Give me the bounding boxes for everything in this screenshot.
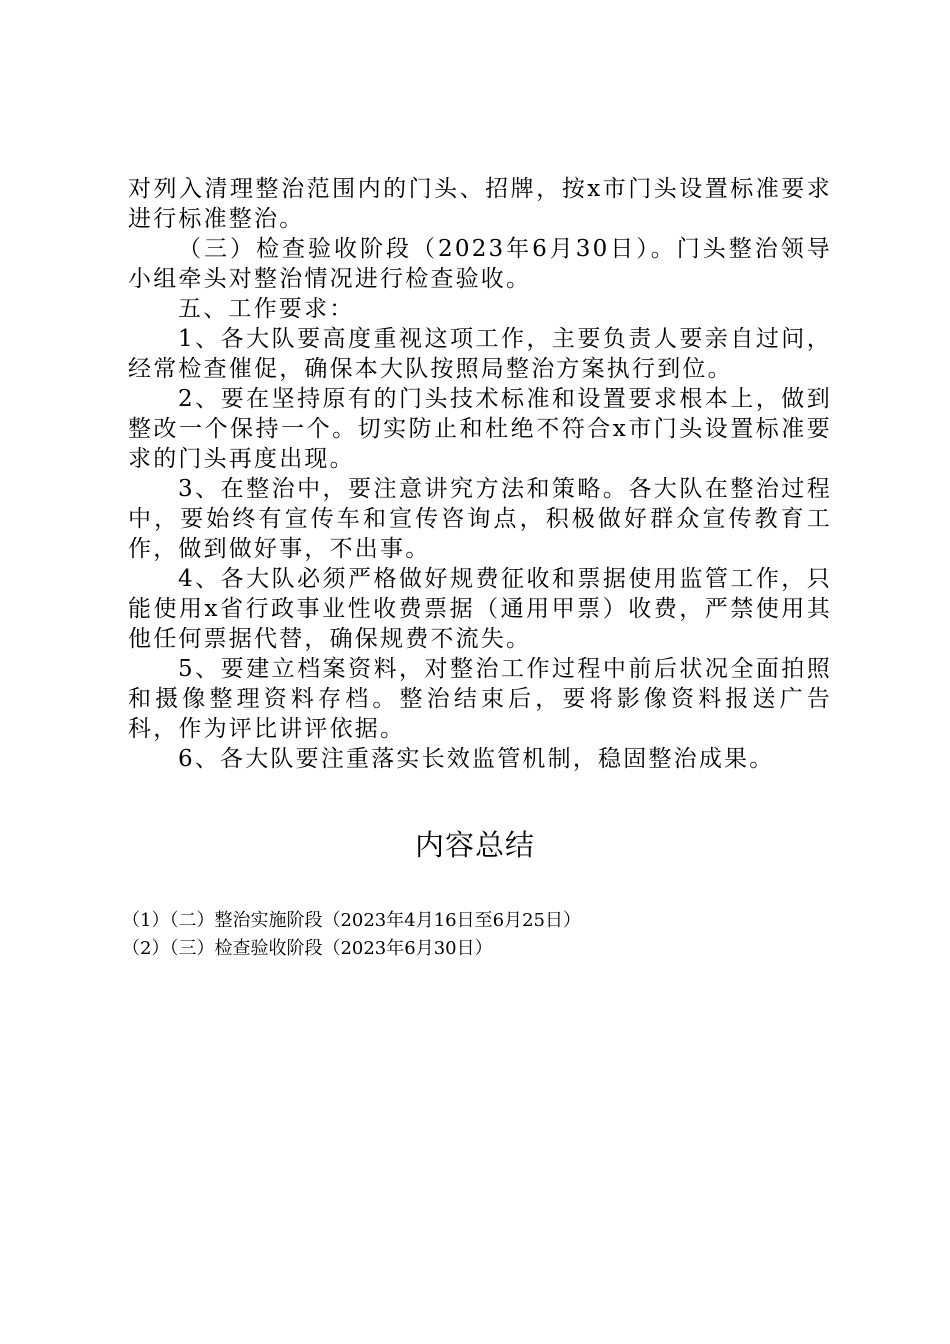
requirement-item-4: 4、各大队必须严格做好规费征收和票据使用监管工作，只能使用x省行政事业性收费票据（通用甲票）收费，严禁使用其他任何票据代替，确保规费不流失。 <box>128 566 832 652</box>
summary-title: 内容总结 <box>414 828 535 862</box>
requirement-item-5: 5、要建立档案资料，对整治工作过程中前后状况全面拍照和摄像整理资料存档。整治结束后，要将影像资料报送广告科，作为评比讲评依据。 <box>128 656 832 742</box>
requirement-item-1: 1、各大队要高度重视这项工作，主要负责人要亲自过问，经常检查催促，确保本大队按照局整治方案执行到位。 <box>128 326 832 382</box>
summary-list <box>122 907 581 963</box>
document-body <box>128 174 832 774</box>
requirement-item-3: 3、在整治中，要注意讲究方法和策略。各大队在整治过程中，要始终有宣传车和宣传咨询点，积极做好群众宣传教育工作，做到做好事，不出事。 <box>128 476 832 562</box>
summary-item: （1）（二）整治实施阶段（2023年4月16日至6月25日） <box>122 910 581 931</box>
paragraph-inspection-stage: （三）检查验收阶段（2023年6月30日）。门头整治领导小组牵头对整治情况进行检查验收。 <box>128 236 832 292</box>
section-heading-work-requirements: 五、工作要求： <box>178 296 355 322</box>
requirement-item-6: 6、各大队要注重落实长效监管机制，稳固整治成果。 <box>178 746 775 772</box>
summary-item: （2）（三）检查验收阶段（2023年6月30日） <box>122 938 493 959</box>
requirement-item-2: 2、要在坚持原有的门头技术标准和设置要求根本上，做到整改一个保持一个。切实防止和杜绝不符合x市门头设置标准要求的门头再度出现。 <box>128 386 832 472</box>
paragraph-continuation: 对列入清理整治范围内的门头、招牌，按x市门头设置标准要求进行标准整治。 <box>128 176 832 232</box>
